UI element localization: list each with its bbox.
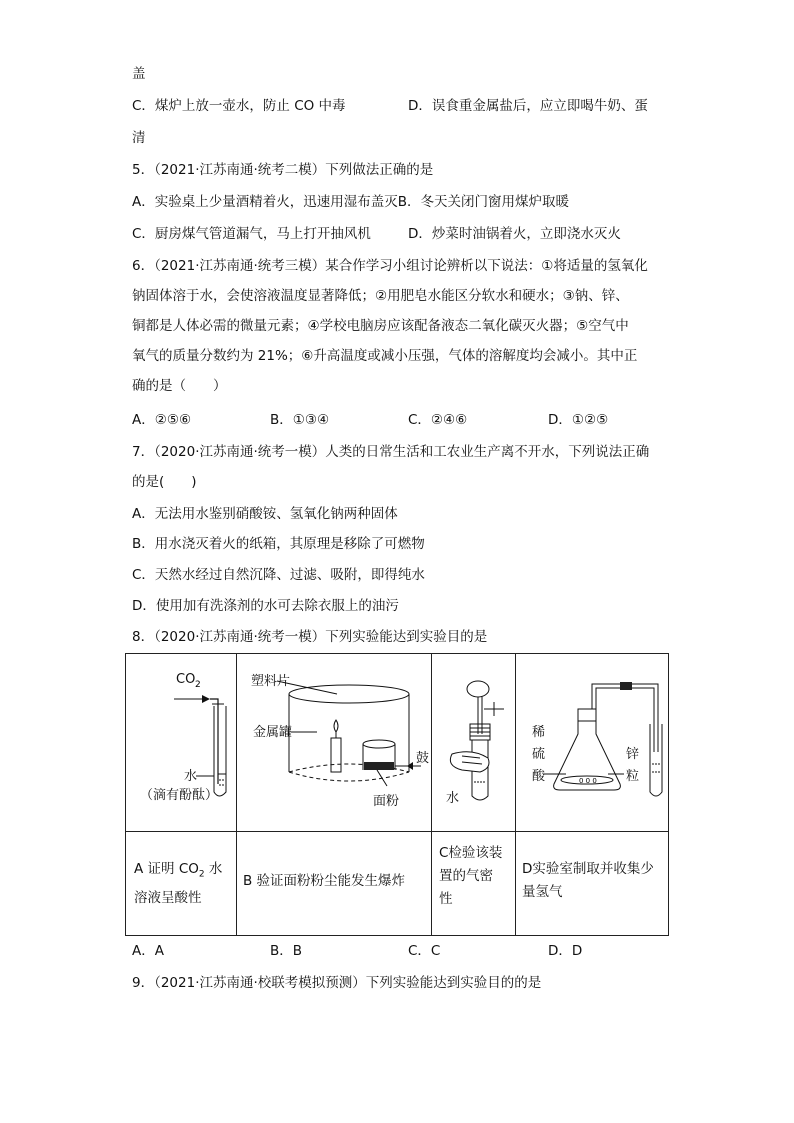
question-6-line: 钠固体溶于水，会使溶液温度显著降低；②用肥皂水能区分软水和硬水；③钠、锌、 [132,288,629,304]
caption-a: A 证明 $CO_2$ 水 溶液呈酸性 [134,861,223,906]
svg-text:0 0 0: 0 0 0 [579,777,597,785]
co2-subscript: 2 [195,680,201,690]
figure-d [516,654,670,831]
plastic-label: 塑料片 [251,674,291,689]
option-a: A．②⑤⑥ [132,412,192,428]
option-d: D．D [548,943,583,959]
figure-b [237,654,431,831]
question-9: 9．（2021·江苏南通·校联考模拟预测）下列实验能达到实验目的的是 [132,975,542,991]
can-label: 金属罐 [253,725,293,740]
co2-label: CO [176,672,196,687]
question-7-line: 的是( ) [132,474,197,490]
figure-a [126,654,236,831]
option-d: D．误食重金属盐后，应立即喝牛奶、蛋 [408,98,648,114]
option-c: C．厨房煤气管道漏气，马上打开抽风机 [132,226,371,242]
option-b: B．用水浇灭着火的纸箱，其原理是移除了可燃物 [132,536,425,552]
caption-b: B 验证面粉粉尘能发生爆炸 [243,873,406,889]
question-6: 6．（2021·江苏南通·统考三模）某合作学习小组讨论辨析以下说法：①将适量的氢氧化 [132,258,648,274]
question-6-line: 铜都是人体必需的微量元素；④学校电脑房应该配备液态二氧化碳灭火器；⑤空气中 [132,318,629,334]
zinc-label: 粒 [626,769,640,784]
question-6-line: 确的是（ ） [132,378,227,394]
option-d: D．使用加有洗涤剂的水可去除衣服上的油污 [132,598,399,614]
water-label: 水 [184,769,198,784]
experiment-table [125,653,669,936]
indicator-label: （滴有酚酞） [140,788,219,803]
caption-d: D实验室制取并收集少 量氢气 [522,861,654,900]
question-8: 8．（2020·江苏南通·统考一模）下列实验能达到实验目的是 [132,629,488,645]
acid-label: 稀 [532,725,546,740]
text-line: 清 [132,130,146,146]
option-c: C．C [408,943,441,959]
question-6-line: 氧气的质量分数约为 21%；⑥升高温度或减小压强，气体的溶解度均会减小。其中正 [132,348,638,364]
blow-label: 鼓 [416,751,430,766]
option-c: C．煤炉上放一壶水，防止 CO 中毒 [132,98,346,114]
acid-label: 硫 [532,747,546,762]
question-5: 5．（2021·江苏南通·统考二模）下列做法正确的是 [132,162,434,178]
option-c: C．天然水经过自然沉降、过滤、吸附，即得纯水 [132,567,425,583]
option-a: A．无法用水鉴别硝酸铵、氢氧化钠两种固体 [132,506,398,522]
zinc-label: 锌 [626,747,640,762]
option-b: B．①③④ [270,412,330,428]
option-d: D．炒菜时油锅着火，立即浇水灭火 [408,226,621,242]
water-label: 水 [446,791,460,806]
acid-label: 酸 [532,769,546,784]
caption-c: C检验该装 置的气密 性 [439,845,503,907]
option-c: C．②④⑥ [408,412,468,428]
option-a: A．A [132,943,164,959]
text-line: 盖 [132,66,146,82]
question-7: 7．（2020·江苏南通·统考一模）人类的日常生活和工农业生产离不开水，下列说法正确 [132,444,650,460]
option-b: B．B [270,943,303,959]
figure-c [432,654,515,831]
option-d: D．①②⑤ [548,412,609,428]
flour-label: 面粉 [373,794,400,809]
option-a: A．实验桌上少量酒精着火，迅速用湿布盖灭B．冬天关闭门窗用煤炉取暖 [132,194,569,210]
